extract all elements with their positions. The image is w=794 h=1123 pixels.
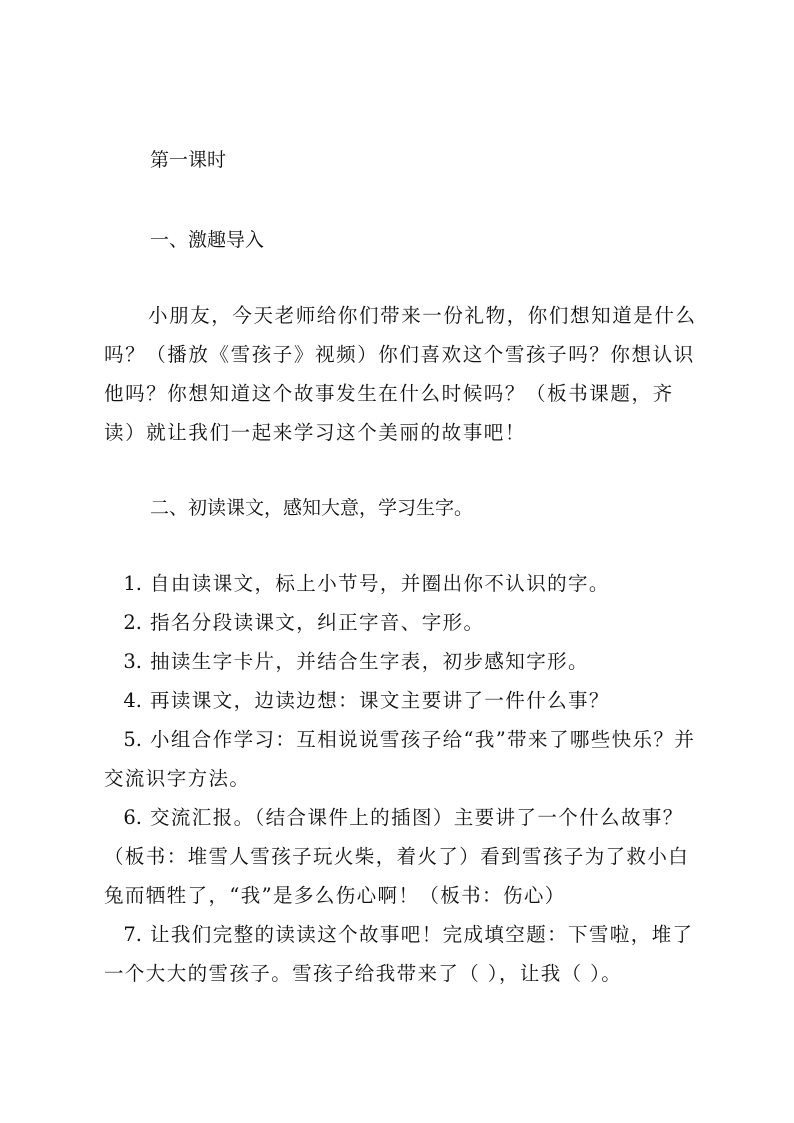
list-item-text: 让我们完整的读读这个故事吧！完成填空题：下雪啦，堆了一个大大的雪孩子。雪孩子给我带来了（ ），让我（ ）。 bbox=[104, 923, 694, 985]
section-1-paragraph: 小朋友，今天老师给你们带来一份礼物，你们想知道是什么吗？（播放《雪孩子》视频）你们喜欢这个雪孩子吗？你想认识他吗？你想知道这个故事发生在什么时候吗？（板书课题，齐读）就让我们一起来学习这个美丽的故事吧！ bbox=[104, 304, 697, 444]
lesson-title: 第一课时 bbox=[150, 149, 227, 171]
list-item-number: 1. bbox=[123, 572, 142, 595]
list-item-number: 4. bbox=[123, 689, 142, 712]
list-item-number: 6. bbox=[123, 806, 142, 829]
list-item-number: 7. bbox=[123, 923, 142, 946]
list-item bbox=[104, 564, 708, 603]
list-item bbox=[104, 603, 708, 642]
list-item-number: 5. bbox=[123, 728, 142, 751]
list-item-number: 3. bbox=[123, 650, 142, 673]
list-item-text: 指名分段读课文，纠正字音、字形。 bbox=[150, 611, 485, 634]
list-item bbox=[104, 642, 708, 681]
list-item bbox=[104, 915, 708, 993]
list-item-number: 2. bbox=[123, 611, 142, 634]
list-item-text: 自由读课文，标上小节号，并圈出你不认识的字。 bbox=[150, 572, 610, 595]
section-2-heading: 二、初读课文，感知大意，学习生字。 bbox=[150, 497, 474, 519]
section-1-heading: 一、激趣导入 bbox=[150, 229, 265, 251]
list-item-text: 再读课文，边读边想：课文主要讲了一件什么事？ bbox=[150, 689, 610, 712]
list-item-text: 抽读生字卡片，并结合生字表，初步感知字形。 bbox=[150, 650, 589, 673]
list-item-text: 交流汇报。（结合课件上的插图）主要讲了一个什么故事？（板书：堆雪人雪孩子玩火柴，着火了）看到雪孩子为了救小白兔而牺牲了，“我”是多么伤心啊！（板书：伤心） bbox=[104, 806, 690, 907]
list-item bbox=[104, 798, 708, 915]
list-item bbox=[104, 681, 708, 720]
list-item-text: 小组合作学习：互相说说雪孩子给“我”带来了哪些快乐？并交流识字方法。 bbox=[104, 728, 696, 790]
list-item bbox=[104, 720, 708, 798]
